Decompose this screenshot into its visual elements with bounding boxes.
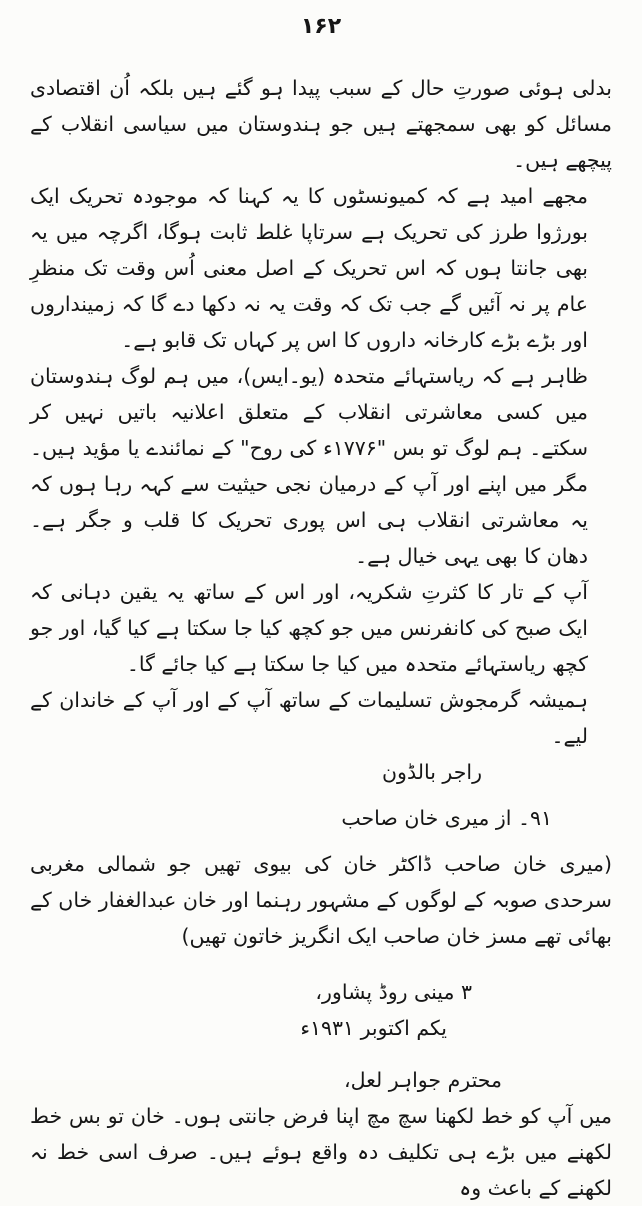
paragraph: میں آپ کو خط لکھنا سچ مچ اپنا فرض جانتی ہوں۔ خان تو بس خط لکھنے میں بڑے ہی تکلیف دہ واقع ہوئے ہیں۔ صرف اسی خط نہ لکھنے کے باعث وہ bbox=[30, 1104, 612, 1200]
paragraph: ہمیشہ گرمجوش تسلیمات کے ساتھ آپ کے اور آپ کے خاندان کے لیے۔ bbox=[30, 688, 588, 748]
signature: راجر بالڈون bbox=[381, 760, 482, 784]
letter-date: یکم اکتوبر ۱۹۳۱ء bbox=[300, 1016, 447, 1040]
paragraph: ظاہر ہے کہ ریاستہائے متحدہ (یو۔ایس)، میں ہم لوگ ہندوستان میں کسی معاشرتی انقلاب کے متعلق اعلانیہ باتیں نہیں کر سکتے۔ ہم لوگ تو بس "۱۷۷۶ء کی روح" کے نمائندے یا مؤید ہیں۔ مگر میں اپنے اور آپ کے درمیان نجی حیثیت سے کہہ رہا ہوں کہ یہ معاشرتی انقلاب ہی اس پوری تحریک کا قلب و جگر ہے۔ دھان کا بھی یہی خیال ہے۔ bbox=[30, 364, 588, 568]
salutation: محترم جواہر لعل، bbox=[344, 1068, 502, 1092]
paragraph: بدلی ہوئی صورتِ حال کے سبب پیدا ہو گئے ہیں بلکہ اُن اقتصادی مسائل کو بھی سمجھتے ہیں جو ہندوستان میں سیاسی انقلاب کے پیچھے ہیں۔ bbox=[30, 76, 612, 172]
letter-address: ۳ مینی روڈ پشاور، bbox=[315, 980, 472, 1004]
paragraph: مجھے امید ہے کہ کمیونسٹوں کا یہ کہنا کہ موجودہ تحریک ایک بورژوا طرز کی تحریک ہے سرتاپا غلط ثابت ہوگا، اگرچہ میں یہ بھی جانتا ہوں کہ اس تحریک کے اصل معنی اُس وقت تک منظرِ عام پر نہ آئیں گے جب تک کہ وقت یہ نہ دکھا دے گا کہ زمینداروں اور بڑے بڑے کارخانہ داروں کا اس پر کہاں تک قابو ہے۔ bbox=[30, 184, 588, 352]
editor-note: (میری خان صاحب ڈاکٹر خان کی بیوی تھیں جو شمالی مغربی سرحدی صوبہ کے لوگوں کے مشہور رہنما اور خان عبدالغفار خاں کے بھائی تھے مسز خان صاحب ایک انگریز خاتون تھیں) bbox=[30, 852, 612, 948]
section-heading: ۹۱۔ از میری خان صاحب bbox=[341, 806, 552, 830]
page-body bbox=[30, 70, 612, 1206]
page-number: ۱۶۲ bbox=[300, 14, 342, 39]
paragraph: آپ کے تار کا کثرتِ شکریہ، اور اس کے ساتھ یہ یقین دہانی کہ ایک صبح کی کانفرنس میں جو کچھ کیا جا سکتا ہے کیا گیا، اور جو کچھ ریاستہائے متحدہ میں کیا جا سکتا ہے کیا جائے گا۔ bbox=[30, 580, 588, 676]
